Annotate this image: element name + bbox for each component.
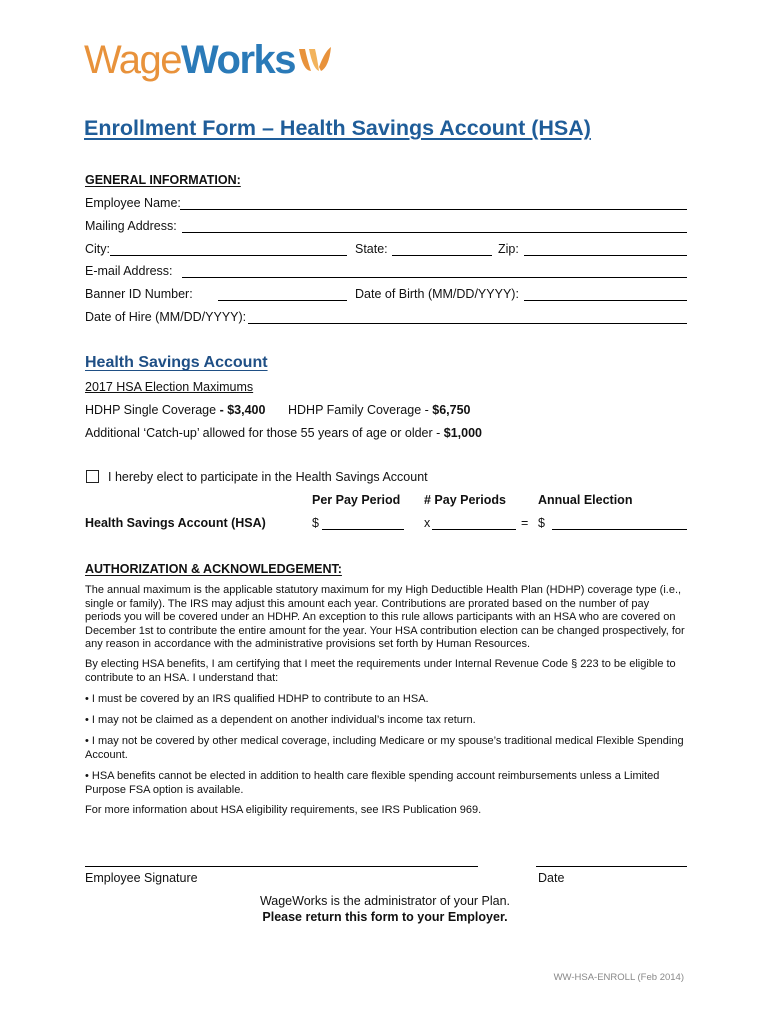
mailing-address-label: Mailing Address:	[85, 219, 177, 233]
employee-name-label: Employee Name:	[85, 196, 181, 210]
wageworks-mark-icon	[297, 45, 333, 75]
per-pay-period-field[interactable]	[322, 529, 404, 530]
annual-dollar-sign: $	[538, 516, 545, 530]
logo-text-wage: Wage	[84, 38, 182, 82]
hsa-heading: Health Savings Account	[85, 354, 268, 371]
times-sign: x	[424, 516, 431, 530]
general-information-heading: GENERAL INFORMATION:	[85, 173, 241, 187]
form-title: Enrollment Form – Health Savings Account (HSA)	[84, 116, 591, 140]
mailing-address-field[interactable]	[182, 232, 687, 233]
city-label: City:	[85, 242, 110, 256]
catchup-line	[85, 426, 482, 441]
zip-label: Zip:	[498, 242, 519, 256]
per-pay-period-header: Per Pay Period	[312, 493, 401, 507]
num-pay-periods-field[interactable]	[432, 529, 516, 530]
family-coverage-line	[288, 403, 471, 418]
requirement-bullet-2: • I may not be claimed as a dependent on another individual’s income tax return.	[85, 714, 476, 726]
banner-id-label: Banner ID Number:	[85, 287, 193, 301]
signature-date-label: Date	[538, 871, 565, 885]
return-form-note: Please return this form to your Employer.	[262, 910, 508, 924]
authorization-paragraph-1: The annual maximum is the applicable statutory maximum for my High Deductible Health Plan (HDHP) coverage type (i.e., single or family). The IRS may adjust this amount each year. Contributions are prorated based on the number of pay periods you will be covered under an HDHP. An exception to this rule allows participants with an HSA who are covered on December 1st to contribute the entire amount for the year. Your HSA contribution election can be changed prospectively, for any reason in accordance with the administrative provisions set forth by Human Resources.	[85, 584, 685, 651]
authorization-heading: AUTHORIZATION & ACKNOWLEDGEMENT:	[85, 562, 342, 576]
annual-election-header: Annual Election	[538, 493, 633, 507]
equals-sign: =	[521, 516, 529, 530]
form-code-footer: WW-HSA-ENROLL (Feb 2014)	[553, 972, 684, 983]
state-label: State:	[355, 242, 388, 256]
logo-text-works: Works	[181, 38, 296, 82]
wageworks-logo	[84, 36, 333, 84]
single-coverage-line	[85, 403, 265, 418]
irs-publication-note: For more information about HSA eligibility requirements, see IRS Publication 969.	[85, 804, 482, 816]
single-coverage-label: HDHP Single Coverage	[85, 403, 217, 417]
family-coverage-amount: $6,750	[432, 403, 471, 417]
catchup-label: Additional ‘Catch-up’ allowed for those 55 years of age or older -	[85, 426, 441, 440]
banner-id-field[interactable]	[218, 300, 347, 301]
elect-hsa-label: I hereby elect to participate in the Health Savings Account	[108, 470, 428, 484]
employee-signature-label: Employee Signature	[85, 871, 198, 885]
employee-name-field[interactable]	[180, 209, 687, 210]
state-field[interactable]	[392, 255, 492, 256]
single-coverage-amount: - $3,400	[219, 403, 266, 417]
hsa-maximums-label: 2017 HSA Election Maximums	[85, 380, 254, 394]
email-label: E-mail Address:	[85, 264, 173, 278]
administrator-note: WageWorks is the administrator of your Plan.	[259, 894, 511, 908]
num-pay-periods-header: # Pay Periods	[424, 493, 506, 507]
hire-date-label: Date of Hire (MM/DD/YYYY):	[85, 310, 247, 324]
family-coverage-label: HDHP Family Coverage -	[288, 403, 429, 417]
city-field[interactable]	[110, 255, 347, 256]
dob-label: Date of Birth (MM/DD/YYYY):	[355, 287, 519, 301]
dob-field[interactable]	[524, 300, 687, 301]
hsa-row-label: Health Savings Account (HSA)	[85, 516, 266, 530]
email-field[interactable]	[182, 277, 687, 278]
zip-field[interactable]	[524, 255, 687, 256]
requirement-bullet-1: • I must be covered by an IRS qualified HDHP to contribute to an HSA.	[85, 693, 429, 705]
employee-signature-field[interactable]	[85, 866, 478, 867]
hire-date-field[interactable]	[248, 323, 687, 324]
authorization-paragraph-2: By electing HSA benefits, I am certifying that I meet the requirements under Internal Revenue Code § 223 to be eligible to contribute to an HSA. I understand that:	[85, 658, 676, 684]
requirement-bullet-4: • HSA benefits cannot be elected in addition to health care flexible spending account reimbursements unless a Limited Purpose FSA option is available.	[85, 770, 660, 796]
catchup-amount: $1,000	[443, 426, 483, 440]
signature-date-field[interactable]	[536, 866, 687, 867]
per-pay-dollar-sign: $	[312, 516, 319, 530]
requirement-bullet-3: • I may not be covered by other medical coverage, including Medicare or my spouse’s traditional medical Flexible Spending Account.	[85, 735, 684, 761]
elect-hsa-checkbox[interactable]	[86, 470, 99, 483]
annual-election-field[interactable]	[552, 529, 687, 530]
